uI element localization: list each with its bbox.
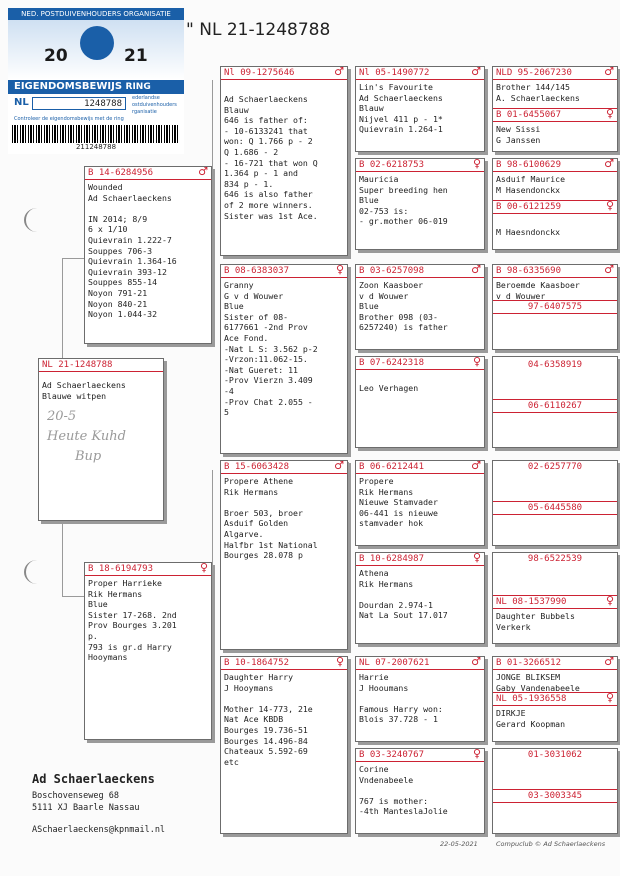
male-icon: ♂ xyxy=(471,263,481,276)
ddd-card[interactable] xyxy=(355,748,485,834)
g4-ring xyxy=(493,595,617,609)
g4-details: DIRKJE Gerard Koopman xyxy=(496,708,566,729)
ring-text: B 00-6121259 xyxy=(496,202,562,212)
female-icon: ♀ xyxy=(472,747,481,760)
dss-ring xyxy=(356,461,484,474)
binder-hole-bottom xyxy=(24,560,50,584)
g4-group-5[interactable] xyxy=(492,460,618,546)
ring-text: B 03-6257098 xyxy=(359,266,425,276)
g4-ring: 02-6257770 xyxy=(527,462,583,472)
ring-text: B 02-6218753 xyxy=(359,160,425,170)
dam-sire-card[interactable] xyxy=(220,460,348,650)
dds-ring xyxy=(356,657,484,670)
g4-ring xyxy=(493,692,617,706)
connector xyxy=(348,70,349,180)
connector xyxy=(348,660,349,770)
dss-card[interactable] xyxy=(355,460,485,546)
dam-card[interactable] xyxy=(84,562,212,740)
emblem-icon xyxy=(80,26,114,60)
dd-ring xyxy=(221,657,347,670)
sds-ring xyxy=(356,265,484,278)
binder-hole-top xyxy=(24,208,50,232)
ssd-card[interactable] xyxy=(355,158,485,250)
card-country: NL xyxy=(14,97,29,108)
g4-ring: 05-6445580 xyxy=(493,501,617,515)
sd-ring xyxy=(221,265,347,278)
footer-date: 22-05-2021 xyxy=(440,840,478,848)
dds-card[interactable] xyxy=(355,656,485,742)
ssd-details: Mauricia Super breeding hen Blue 02-753 is: - gr.mother 06-019 xyxy=(359,174,448,227)
card-title-sub: RING xyxy=(125,82,151,92)
sdd-card[interactable] xyxy=(355,356,485,448)
ring-text: B 07-6242318 xyxy=(359,358,425,368)
male-icon: ♂ xyxy=(198,165,208,178)
dss-details: Propere Rik Hermans Nieuwe Stamvader 06-441 is nieuwe stamvader hok xyxy=(359,476,438,529)
connector xyxy=(348,462,349,572)
female-icon: ♀ xyxy=(199,561,208,574)
g4-ring: 97-6407575 xyxy=(493,300,617,314)
sire-sire-card[interactable] xyxy=(220,66,348,256)
barcode xyxy=(12,125,180,143)
female-icon: ♀ xyxy=(605,107,614,120)
female-icon: ♀ xyxy=(335,263,344,276)
g4-details: M Haesndonckx xyxy=(496,226,561,237)
dds-details: Harrie J Hooumans Famous Harry won: Blois 37.728 - 1 xyxy=(359,672,443,725)
male-icon: ♂ xyxy=(604,655,614,668)
sds-details: Zoon Kaasboer v d Wouwer Blue Brother 098 (03- 6257240) is father xyxy=(359,280,448,333)
sss-details: Lin's Favourite Ad Schaerlaeckens Blauw Nijvel 411 p - 1* Quievrain 1.264-1 xyxy=(359,82,443,135)
dam-ring xyxy=(85,563,211,576)
female-icon: ♀ xyxy=(335,655,344,668)
year-right: 21 xyxy=(124,46,148,66)
owner-email: ASchaerlaeckens@kpnmail.nl xyxy=(32,825,166,835)
sd-details: Granny G v d Wouwer Blue Sister of 08- 6177661 -2nd Prov Ace Fond. -Nat L S: 3.562 p-2 -Vrzon:11.062-15. -Nat Gueret: 11 -Prov Vierzn 3.409 -4 -Prov Chat 2.055 - 5 xyxy=(224,280,318,418)
g4-group-2[interactable] xyxy=(492,158,618,250)
ssd-ring xyxy=(356,159,484,172)
male-icon: ♂ xyxy=(471,655,481,668)
g4-group-6[interactable] xyxy=(492,552,618,644)
sire-details: Wounded Ad Schaerlaeckens IN 2014; 8/9 6 x 1/10 Quievrain 1.222-7 Souppes 706-3 Quievrain 1.364-16 Quievrain 393-12 Souppes 855-14 Noyon 791-21 Noyon 840-21 Noyon 1.044-32 xyxy=(88,182,177,320)
g4-ring xyxy=(493,108,617,122)
subject-details: Ad Schaerlaeckens Blauwe witpen xyxy=(42,380,126,401)
ring-text: B 15-6063428 xyxy=(224,462,290,472)
ring-text: Nl 05-1490772 xyxy=(359,68,430,78)
ring-text: B 98-6335690 xyxy=(496,266,562,276)
dsd-details: Athena Rik Hermans Dourdan 2.974-1 Nat La Sout 17.017 xyxy=(359,568,448,621)
ring-text: B 01-3266512 xyxy=(496,658,562,668)
female-icon: ♀ xyxy=(605,199,614,212)
ring-text: NL 07-2007621 xyxy=(359,658,430,668)
o-line: rganisatie xyxy=(132,109,157,115)
g4-details: Daughter Bubbels Verkerk xyxy=(496,611,575,632)
g4-group-1[interactable] xyxy=(492,66,618,152)
ring-text: B 06-6212441 xyxy=(359,462,425,472)
g4-details: Beroemde Kaasboer v d Wouwer xyxy=(496,280,580,301)
g4-ring xyxy=(493,265,617,278)
connector xyxy=(62,258,84,259)
sds-card[interactable] xyxy=(355,264,485,350)
dsd-card[interactable] xyxy=(355,552,485,644)
ss-details: Ad Schaerlaeckens Blauw 646 is father of: - 10-6133241 that won: Q 1.766 p - 2 Q 1.686 - 2 - 16-721 that won Q 1.364 p - 1 and 834 p - 1. 646 is also father of 2 more winners. Sister was 1st Ace. xyxy=(224,94,318,221)
female-icon: ♀ xyxy=(605,691,614,704)
male-icon: ♂ xyxy=(604,65,614,78)
page-title: " NL 21-1248788 xyxy=(186,20,331,40)
sire-ring xyxy=(85,167,211,180)
g4-ring xyxy=(493,67,617,80)
ds-ring xyxy=(221,461,347,474)
sss-ring xyxy=(356,67,484,80)
card-small-print: Controleer de eigendomsbewijs met de ring xyxy=(14,116,124,122)
owner-block xyxy=(32,772,165,836)
ring-text: B 10-6284987 xyxy=(359,554,425,564)
male-icon: ♂ xyxy=(334,65,344,78)
ring-text: B 98-6100629 xyxy=(496,160,562,170)
dam-dam-card[interactable] xyxy=(220,656,348,834)
ownership-card-logo xyxy=(8,8,184,154)
owner-street: Boschovenseweg 68 xyxy=(32,791,119,801)
handwritten-note xyxy=(39,401,163,467)
org-banner: NED. POSTDUIVENHOUDERS ORGANISATIE xyxy=(8,8,184,20)
g4-ring xyxy=(493,159,617,172)
g4-group-3[interactable] xyxy=(492,264,618,350)
dd-details: Daughter Harry J Hooymans Mother 14-773, 21e Nat Ace KBDB Bourges 19.736-51 Bourges 14.496-84 Chateaux 5.592-69 etc xyxy=(224,672,313,767)
ring-text: NLD 95-2067230 xyxy=(496,68,572,78)
footer-software: Compuclub © Ad Schaerlaeckens xyxy=(496,840,606,848)
ring-text: NL 05-1936558 xyxy=(496,694,567,704)
handwriting-line: 20-5 xyxy=(47,409,77,425)
female-icon: ♀ xyxy=(605,594,614,607)
sire-card[interactable] xyxy=(84,166,212,344)
g4-group-4[interactable] xyxy=(492,356,618,448)
handwriting-line: Heute Kuhd xyxy=(47,429,126,445)
g4-details: Brother 144/145 A. Schaerlaeckens xyxy=(496,82,580,103)
dam-details: Proper Harrieke Rik Hermans Blue Sister 17-268. 2nd Prov Bourges 3.201 p. 793 is gr.d Harry Hooymans xyxy=(88,578,177,663)
female-icon: ♀ xyxy=(472,355,481,368)
female-icon: ♀ xyxy=(472,551,481,564)
barcode-text: 211248788 xyxy=(75,143,117,151)
card-ring-number: 1248788 xyxy=(32,97,126,110)
ddd-ring xyxy=(356,749,484,762)
g4-ring: 03-3003345 xyxy=(493,789,617,803)
card-title: EIGENDOMSBEWIJS xyxy=(14,81,123,92)
dsd-ring xyxy=(356,553,484,566)
ring-text: B 08-6383037 xyxy=(224,266,290,276)
g4-group-7[interactable] xyxy=(492,656,618,742)
ring-text: B 01-6455067 xyxy=(496,110,562,120)
ss-ring xyxy=(221,67,347,80)
ring-text: NL 08-1537990 xyxy=(496,597,567,607)
ring-text: B 18-6194793 xyxy=(88,564,154,574)
owner-name: Ad Schaerlaeckens xyxy=(32,772,155,786)
male-icon: ♂ xyxy=(604,157,614,170)
g4-ring: 98-6522539 xyxy=(527,554,583,564)
n-line: ederlandse xyxy=(132,95,160,101)
g4-details: JONGE BLIKSEM Gaby Vandenabeele xyxy=(496,672,580,693)
male-icon: ♂ xyxy=(334,459,344,472)
g4-group-8[interactable] xyxy=(492,748,618,834)
g4-details: New Sissi G Janssen xyxy=(496,124,541,145)
male-icon: ♂ xyxy=(471,459,481,472)
g4-ring xyxy=(493,200,617,214)
connector xyxy=(212,80,213,280)
connector xyxy=(348,268,349,378)
ring-text: B 03-3240767 xyxy=(359,750,425,760)
sdd-ring xyxy=(356,357,484,370)
male-icon: ♂ xyxy=(471,65,481,78)
owner-city: 5111 XJ Baarle Nassau xyxy=(32,803,140,813)
g4-ring: 04-6358919 xyxy=(527,360,583,370)
g4-ring: 06-6110267 xyxy=(493,399,617,413)
connector xyxy=(212,470,213,670)
connector xyxy=(62,596,84,597)
ddd-details: Corine Vndenabeele 767 is mother: -4th ManteslaJolie xyxy=(359,764,448,817)
sss-card[interactable] xyxy=(355,66,485,152)
sire-dam-card[interactable] xyxy=(220,264,348,454)
sdd-details: Leo Verhagen xyxy=(359,382,419,393)
year-left: 20 xyxy=(44,46,68,66)
female-icon: ♀ xyxy=(472,157,481,170)
ring-text: Nl 09-1275646 xyxy=(224,68,295,78)
handwriting-line: Bup xyxy=(75,449,102,465)
p-line: ostduivenhouders xyxy=(132,102,177,108)
g4-ring: 01-3031062 xyxy=(527,750,583,760)
subject-ring: NL 21-1248788 xyxy=(39,359,163,372)
ds-details: Propere Athene Rik Hermans Broer 503, broer Asduif Golden Algarve. Halfbr 1st National Bourges 28.078 p xyxy=(224,476,318,561)
g4-details: Asduif Maurice M Hasendonckx xyxy=(496,174,566,195)
male-icon: ♂ xyxy=(604,263,614,276)
ring-text: B 10-1864752 xyxy=(224,658,290,668)
ring-text: B 14-6284956 xyxy=(88,168,154,178)
subject-bird-card[interactable] xyxy=(38,358,164,521)
g4-ring xyxy=(493,657,617,670)
